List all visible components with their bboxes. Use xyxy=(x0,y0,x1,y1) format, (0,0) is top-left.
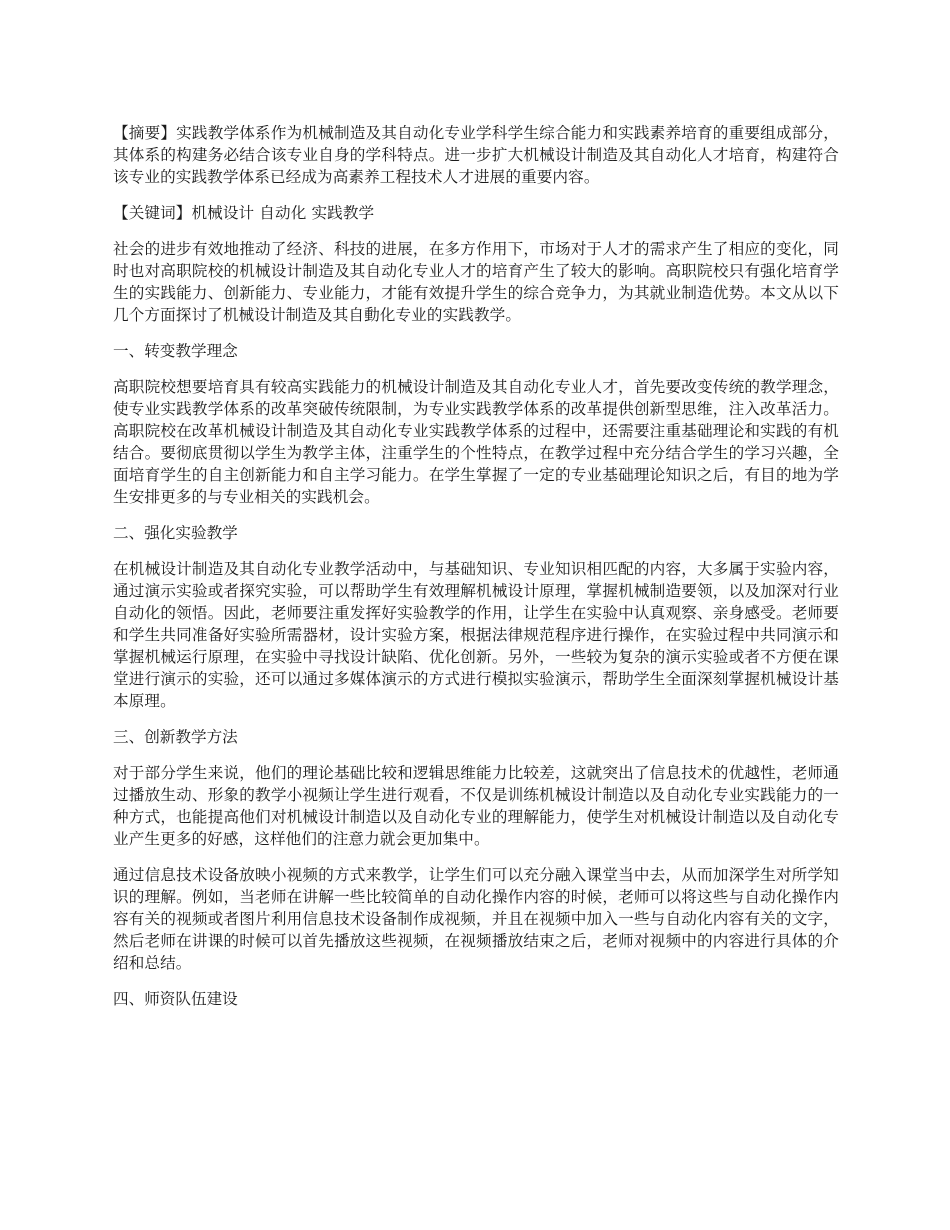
section-heading-1: 一、转变教学理念 xyxy=(113,342,238,360)
section-heading-2: 二、强化实验教学 xyxy=(113,524,238,542)
section-heading-4: 四、师资队伍建设 xyxy=(113,990,238,1008)
abstract-paragraph: 【摘要】实践教学体系作为机械制造及其自动化专业学科学生综合能力和实践素养培育的重要组成部分，其体系的构建务必结合该专业自身的学科特点。进一步扩大机械设计制造及其自动化人才培育，构建符合该专业的实践教学体系已经成为高素养工程技术人才进展的重要内容。 xyxy=(113,124,839,186)
section-3-paragraph-2: 通过信息技术设备放映小视频的方式来教学，让学生们可以充分融入课堂当中去，从而加深学生对所学知识的理解。例如，当老师在讲解一些比较简单的自动化操作内容的时候，老师可以将这些与自动化操作内容有关的视频或者图片利用信息技术设备制作成视频，并且在视频中加入一些与自动化内容有关的文字，然后老师在讲课的时候可以首先播放这些视频，在视频播放结束之后，老师对视频中的内容进行具体的介绍和总结。 xyxy=(113,866,839,972)
section-2-paragraph-1: 在机械设计制造及其自动化专业教学活动中，与基础知识、专业知识相匹配的内容，大多属于实验内容，通过演示实验或者探究实验，可以帮助学生有效理解机械设计原理，掌握机械制造要领，以及加深对行业自动化的领悟。因此，老师要注重发挥好实验教学的作用，让学生在实验中认真观察、亲身感受。老师要和学生共同准备好实验所需器材，设计实验方案，根据法律规范程序进行操作，在实验过程中共同演示和掌握机械运行原理，在实验中寻找设计缺陷、优化创新。另外，一些较为复杂的演示实验或者不方便在课堂进行演示的实验，还可以通过多媒体演示的方式进行模拟实验演示，帮助学生全面深刻掌握机械设计基本原理。 xyxy=(113,560,839,710)
section-3-paragraph-1: 对于部分学生来说，他们的理论基础比较和逻辑思维能力比较差，这就突出了信息技术的优越性，老师通过播放生动、形象的教学小视频让学生进行观看，不仅是训练机械设计制造以及自动化专业实践能力的一种方式，也能提高他们对机械设计制造以及自动化专业的理解能力，使学生对机械设计制造以及自动化专业产生更多的好感，这样他们的注意力就会更加集中。 xyxy=(113,764,839,848)
keywords-paragraph: 【关键词】机械设计 自动化 实践教学 xyxy=(113,204,375,222)
document-page xyxy=(113,122,839,1024)
section-1-paragraph-1: 高职院校想要培育具有较高实践能力的机械设计制造及其自动化专业人才，首先要改变传统的教学理念，使专业实践教学体系的改革突破传统限制，为专业实践教学体系的改革提供创新型思维，注入改革活力。高职院校在改革机械设计制造及其自动化专业实践教学体系的过程中，还需要注重基础理论和实践的有机结合。要彻底贯彻以学生为教学主体，注重学生的个性特点，在教学过程中充分结合学生的学习兴趣，全面培育学生的自主创新能力和自主学习能力。在学生掌握了一定的专业基础理论知识之后，有目的地为学生安排更多的与专业相关的实践机会。 xyxy=(113,378,839,506)
intro-paragraph: 社会的进步有效地推动了经济、科技的进展，在多方作用下，市场对于人才的需求产生了相应的变化，同时也对高职院校的机械设计制造及其自动化专业人才的培育产生了较大的影响。高职院校只有强化培育学生的实践能力、创新能力、专业能力，才能有效提升学生的综合竞争力，为其就业制造优势。本文从以下几个方面探讨了机械设计制造及其自動化专业的实践教学。 xyxy=(113,240,839,324)
section-heading-3: 三、创新教学方法 xyxy=(113,728,238,746)
